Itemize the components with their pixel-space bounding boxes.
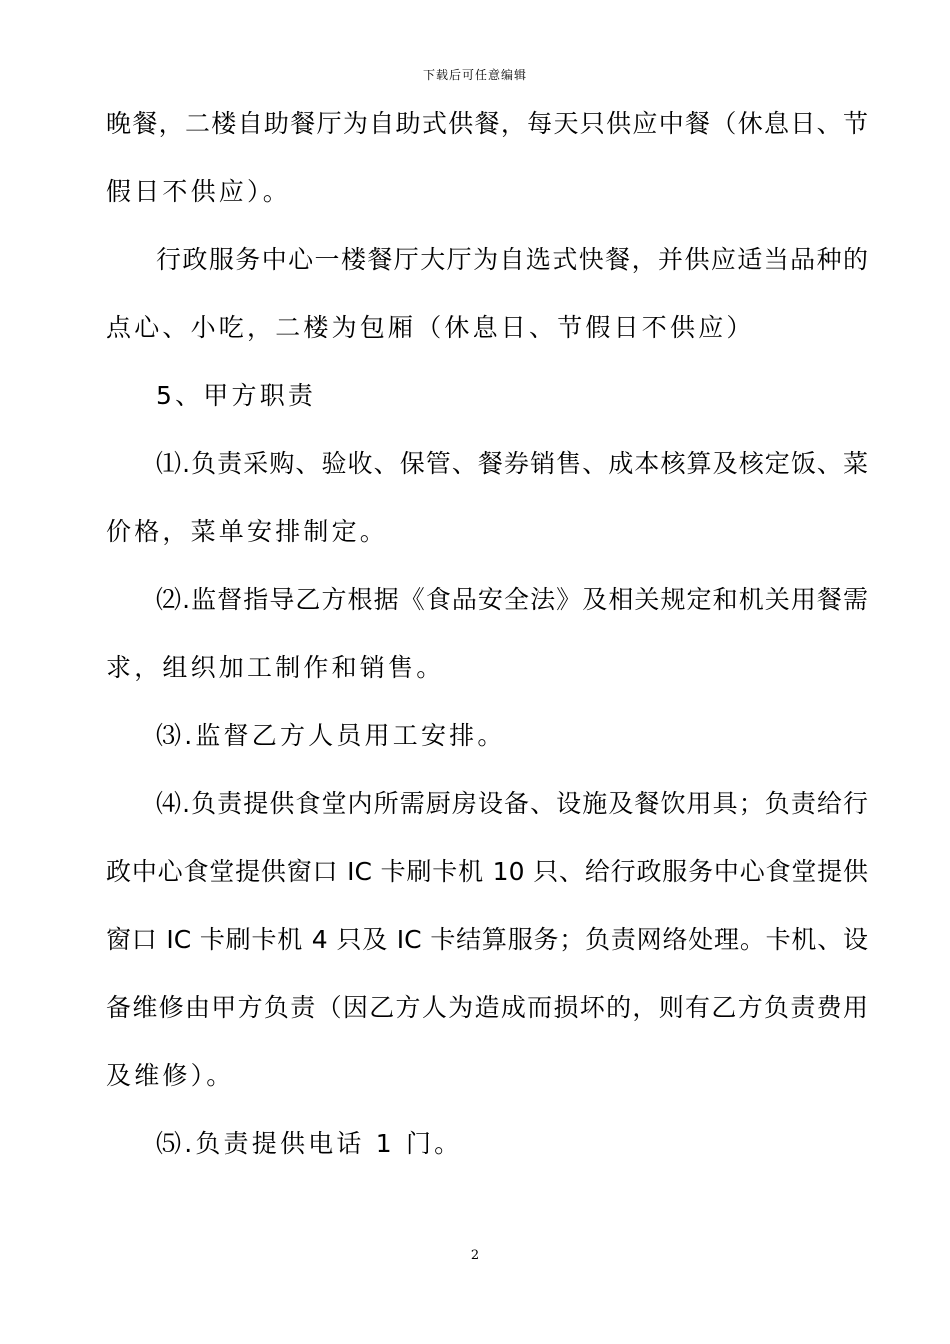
body-line-4: 点心、小吃，二楼为包厢（休息日、节假日不供应） [106, 313, 755, 342]
body-line-11: ⑷.负责提供食堂内所需厨房设备、设施及餐饮用具；负责给行 [156, 789, 868, 818]
body-line-8: ⑵.监督指导乙方根据《食品安全法》及相关规定和机关用餐需 [156, 585, 868, 614]
body-line-13: 窗口 IC 卡刷卡机 4 只及 IC 卡结算服务；负责网络处理。卡机、设 [106, 925, 868, 954]
body-line-6: ⑴.负责采购、验收、保管、餐券销售、成本核算及核定饭、菜 [156, 449, 868, 478]
body-line-7: 价格，菜单安排制定。 [106, 517, 389, 546]
page-header: 下载后可任意编辑 [422, 68, 527, 82]
body-line-3: 行政服务中心一楼餐厅大厅为自选式快餐，并供应适当品种的 [156, 245, 868, 274]
body-line-9: 求，组织加工制作和销售。 [106, 653, 445, 682]
body-line-15: 及维修）。 [106, 1061, 235, 1090]
page-number: 2 [470, 1248, 480, 1263]
document-body [106, 98, 868, 1186]
body-line-16: ⑸.负责提供电话 1 门。 [156, 1129, 463, 1158]
body-line-1: 晚餐，二楼自助餐厅为自助式供餐，每天只供应中餐（休息日、节 [106, 109, 868, 138]
body-line-2: 假日不供应）。 [106, 177, 291, 206]
section-heading: 5、甲方职责 [156, 381, 317, 410]
body-line-12: 政中心食堂提供窗口 IC 卡刷卡机 10 只、给行政服务中心食堂提供 [106, 857, 868, 886]
body-line-14: 备维修由甲方负责（因乙方人为造成而损坏的，则有乙方负责费用 [106, 993, 868, 1022]
body-line-10: ⑶.监督乙方人员用工安排。 [156, 721, 506, 750]
